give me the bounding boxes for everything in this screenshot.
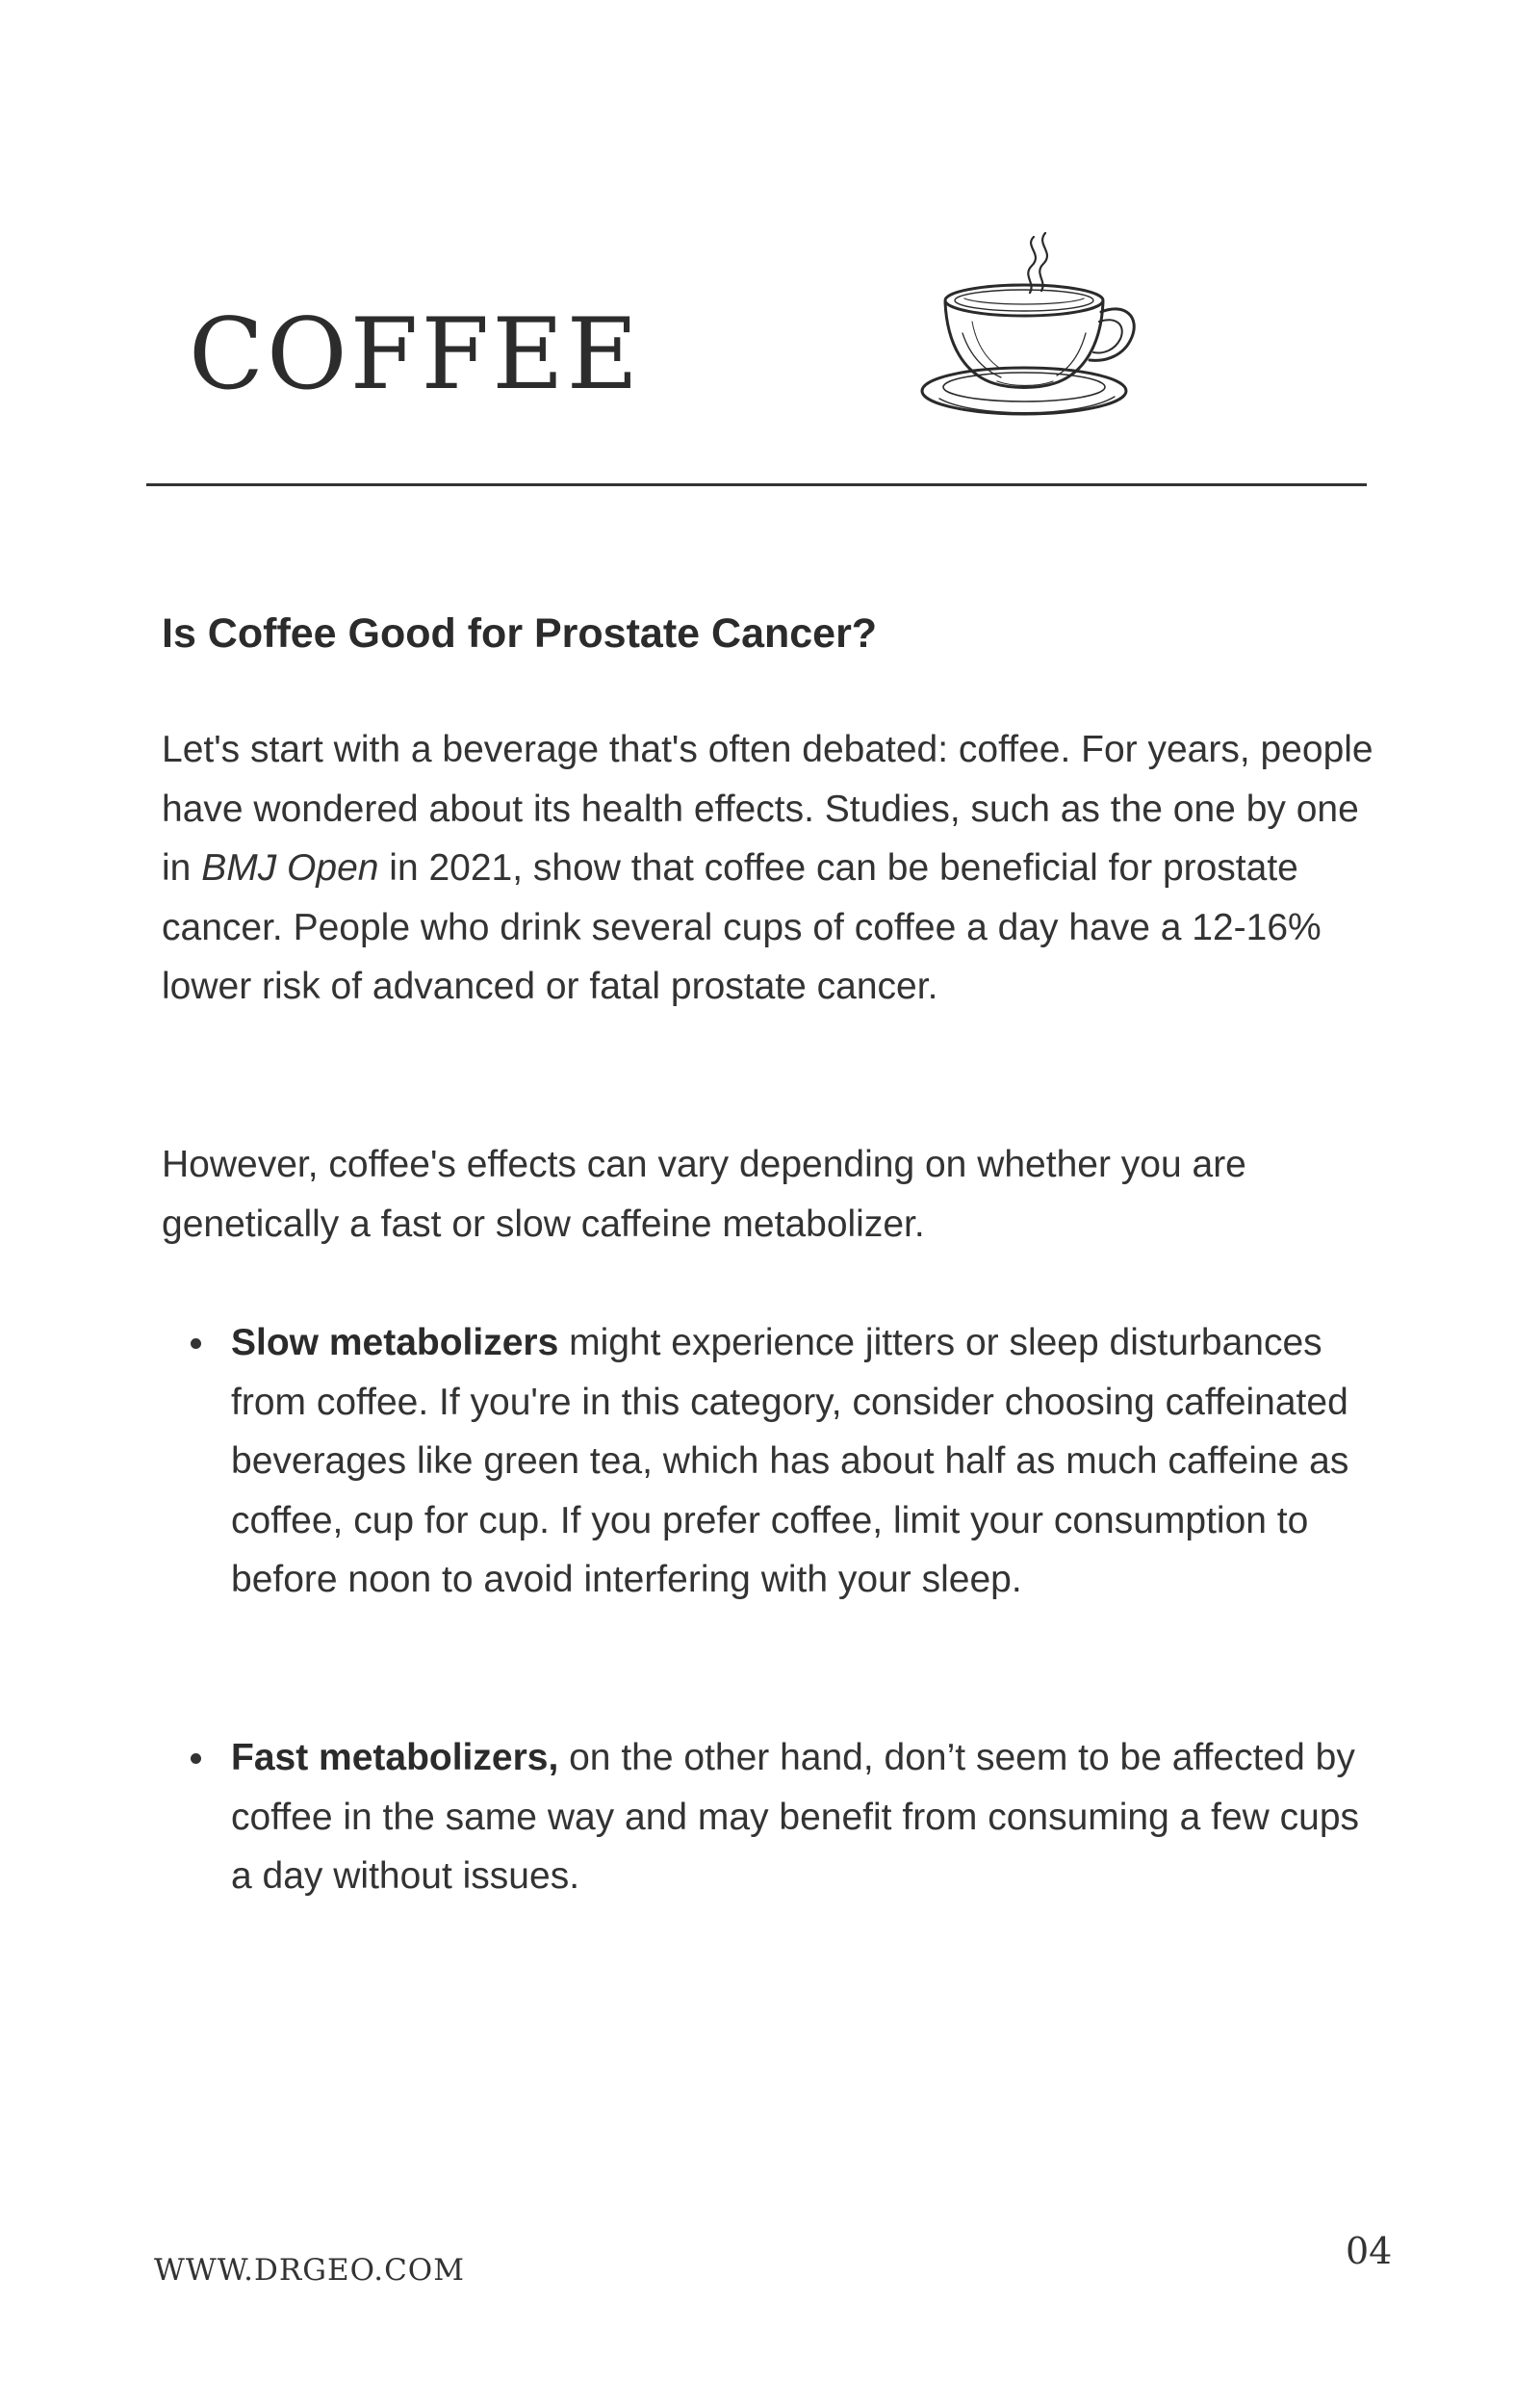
page-title: COFFEE — [189, 298, 642, 412]
journal-name: BMJ Open — [201, 847, 379, 889]
intro-text-end: in 2021, show that coffee can be beneficial for prostate cancer. People who drink several cups of coffee a day have a 12-16% lower risk of advanced or fatal prostate cancer. — [162, 847, 1322, 1007]
page-number: 04 — [1346, 2230, 1393, 2272]
bullet-term: Fast metabolizers, — [231, 1737, 559, 1778]
bullet-term: Slow metabolizers — [231, 1322, 559, 1363]
coffee-cup-icon — [916, 229, 1147, 422]
bullet-icon — [191, 1753, 201, 1764]
intro-paragraph — [162, 720, 1384, 1017]
list-item — [231, 1728, 1386, 1906]
header-divider — [146, 483, 1367, 486]
footer-website: WWW.DRGEO.COM — [154, 2253, 465, 2288]
section-heading: Is Coffee Good for Prostate Cancer? — [162, 610, 878, 657]
intro-text-start: Let's start with a beverage that's often debated: coffee. For years, people have wondered about its health effects. Studies, such as the one by one in — [162, 729, 1373, 889]
bullet-list-fast — [231, 1728, 1386, 1906]
bullet-text: on the other hand, don’t seem to be affected by coffee in the same way and may benefit from consuming a few cups a day without issues. — [231, 1737, 1360, 1897]
metabolizer-paragraph: However, coffee's effects can vary depending on whether you are genetically a fast or slow caffeine metabolizer. — [162, 1144, 1246, 1245]
bullet-list-slow — [231, 1313, 1386, 1610]
bullet-icon — [191, 1338, 201, 1349]
bullet-text: might experience jitters or sleep disturbances from coffee. If you're in this category, consider choosing caffeinated beverages like green tea, which has about half as much caffeine as coffee, cup for cup. If you prefer coffee, limit your consumption to before noon to avoid interfering with your sleep. — [231, 1322, 1349, 1600]
list-item — [231, 1313, 1386, 1610]
